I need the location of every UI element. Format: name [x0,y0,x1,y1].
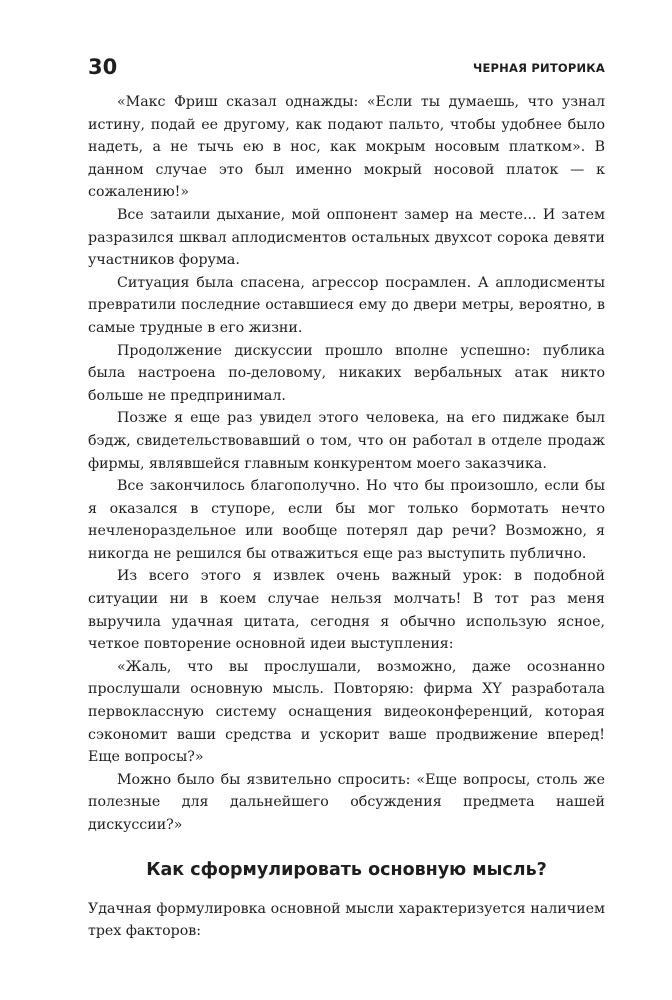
paragraph: Все закончилось благополучно. Но что бы произошло, если бы я оказался в ступоре, если бы мог только бормотать нечто нечленораздельное или вообще потерял дар речи? Возможно, я никогда не решился бы отважиться еще раз выступить публично. [88,478,605,562]
running-head-title: ЧЕРНАЯ РИТОРИКА [473,61,605,75]
paragraph: Удачная формулировка основной мысли характеризуется наличием трех факторов: [88,900,605,940]
book-page [88,0,605,1000]
paragraph: Из всего этого я извлек очень важный урок: в подобной ситуации ни в коем случае нельзя молчать! В тот раз меня выручила удачная цитата, сегодня я обычно использую ясное, четкое повторение основной идеи выступления: [88,568,605,653]
paragraph: Продолжение дискуссии прошло вполне успешно: публика была настроена по-деловому, никаких вербальных атак никто больше не предпринимал. [88,342,605,404]
body-text [88,91,605,943]
paragraph: Позже я еще раз увидел этого человека, на его пиджаке был бэдж, свидетельствовавший о том, что он работал в отделе продаж фирмы, являвшейся главным конкурентом моего заказчика. [88,410,605,472]
quote-paragraph: «Жаль, что вы прослушали, возможно, даже осознанно прослушали основную мысль. Повторяю: фирма XY разработала первоклассную систему оснащения видеоконференций, которая сэкономит ваши средства и ускорит ваше продвижение вперед! Еще вопросы?» [88,658,605,766]
paragraph: Все затаили дыхание, мой оппонент замер на месте... И затем разразился шквал аплодисментов остальных двухсот сорока девяти участников форума. [88,206,605,269]
page-number: 30 [88,55,118,79]
paragraph: «Макс Фриш сказал однажды: «Если ты думаешь, что узнал истину, подай ее другому, как подают пальто, чтобы удобнее было надеть, а не тычь ею в нос, как мокрым носовым платком». В данном случае это был именно мокрый носовой платок — к сожалению!» [88,94,605,201]
running-head [88,52,605,82]
paragraph: Ситуация была спасена, агрессор посрамлен. А аплодисменты превратили последние оставшиеся ему до двери метры, вероятно, в самые трудные в его жизни. [88,274,605,336]
paragraph: Можно было бы язвительно спросить: «Еще вопросы, столь же полезные для дальнейшего обсуждения предмета нашей дискуссии?» [88,771,605,833]
section-heading: Как сформулировать основную мысль? [146,859,547,880]
